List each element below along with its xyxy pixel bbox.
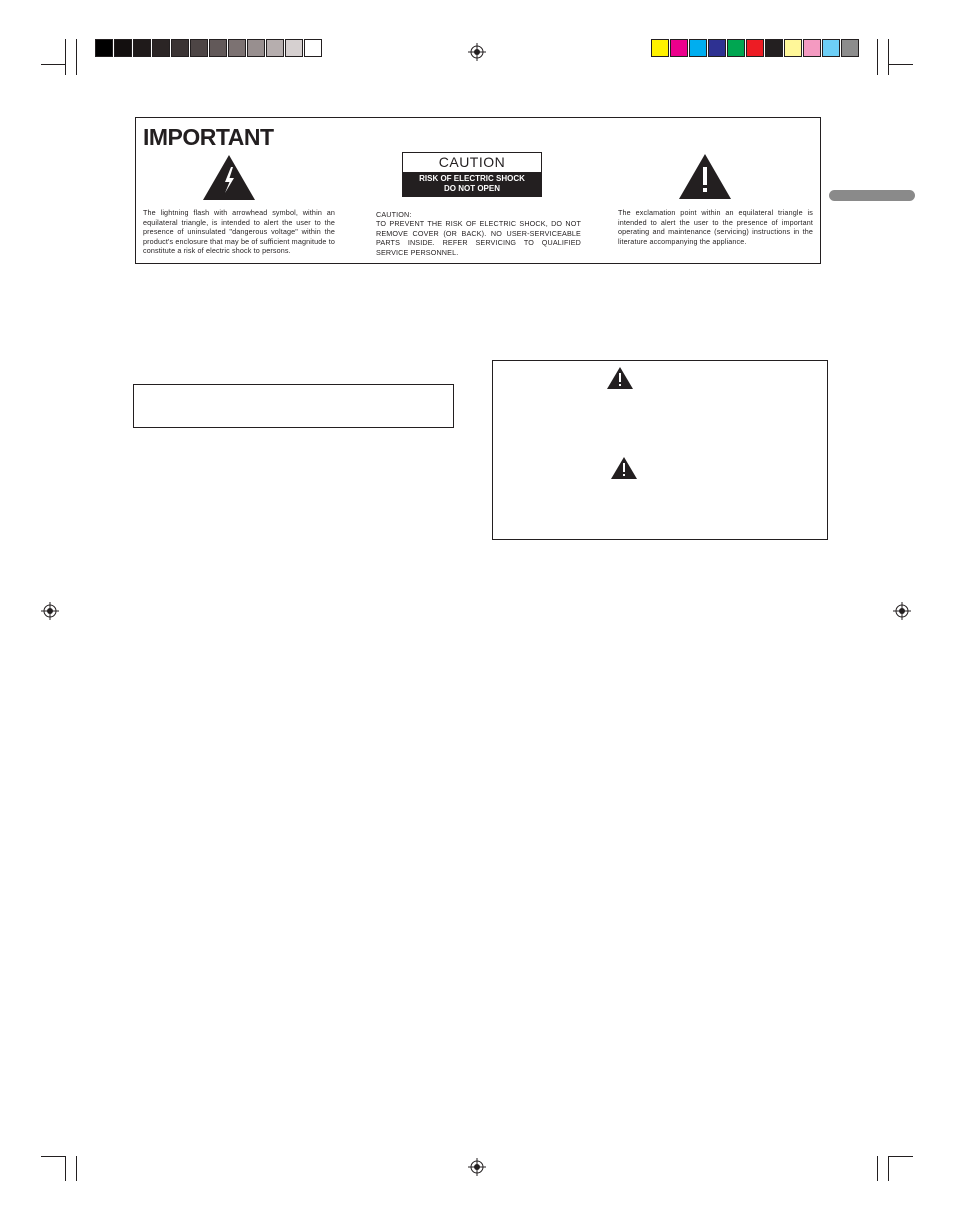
color-swatch [689,39,707,57]
important-heading: IMPORTANT [143,124,274,150]
gray-swatch [152,39,170,57]
caution-label-line1: RISK OF ELECTRIC SHOCK [419,174,525,183]
caution-heading: CAUTION: [376,210,412,219]
gray-swatch [133,39,151,57]
color-swatch [746,39,764,57]
gray-swatch [190,39,208,57]
color-swatch [727,39,745,57]
crop-mark [888,1156,889,1181]
warning-triangle-icon [607,367,633,389]
registration-mark-icon [468,1158,486,1176]
crop-mark [888,1156,913,1157]
exclamation-warning-icon [679,154,731,199]
caution-label-line2: DO NOT OPEN [443,184,500,193]
crop-mark [65,39,66,75]
color-swatch [822,39,840,57]
gray-swatch [304,39,322,57]
crop-mark [877,39,878,75]
gray-swatch [266,39,284,57]
crop-mark [65,1156,66,1181]
color-swatch [784,39,802,57]
gray-swatch [171,39,189,57]
caution-label [402,152,542,197]
warning-triangle-icon [611,457,637,479]
important-box [135,117,821,264]
crop-mark [76,39,77,75]
registration-mark-icon [468,43,486,61]
lightning-description: The lightning flash with arrowhead symbol, within an equilateral triangle, is intended to alert the user to the presence of uninsulated "dangerous voltage" within the product's enclosure that may be of sufficient magnitude to constitute a risk of electric shock to persons. [143,208,335,256]
registration-mark-icon [893,602,911,620]
notice-box [133,384,454,428]
lightning-warning-icon [203,155,255,200]
crop-mark [41,64,66,65]
caution-description: TO PREVENT THE RISK OF ELECTRIC SHOCK, DO NOT REMOVE COVER (OR BACK). NO USER-SERVICEABLE PARTS INSIDE. REFER SERVICING TO QUALIFIED SERVICE PERSONNEL. [376,219,581,257]
caution-label-title: CAUTION [438,154,506,170]
crop-mark [877,1156,878,1181]
color-swatch [670,39,688,57]
color-swatch [803,39,821,57]
gray-swatch [209,39,227,57]
color-swatch [765,39,783,57]
crop-mark [76,1156,77,1181]
crop-mark [888,64,913,65]
gray-swatch [114,39,132,57]
registration-mark-icon [41,602,59,620]
exclamation-description: The exclamation point within an equilateral triangle is intended to alert the user to the presence of important operating and maintenance (servicing) instructions in the literature accompanying the appliance. [618,208,813,246]
color-swatch [651,39,669,57]
gray-swatch [228,39,246,57]
section-tab [829,190,915,201]
gray-swatch [95,39,113,57]
gray-swatch [285,39,303,57]
crop-mark [888,39,889,75]
crop-mark [41,1156,66,1157]
color-swatch [708,39,726,57]
gray-swatch [247,39,265,57]
color-swatch [841,39,859,57]
warning-box [492,360,828,540]
